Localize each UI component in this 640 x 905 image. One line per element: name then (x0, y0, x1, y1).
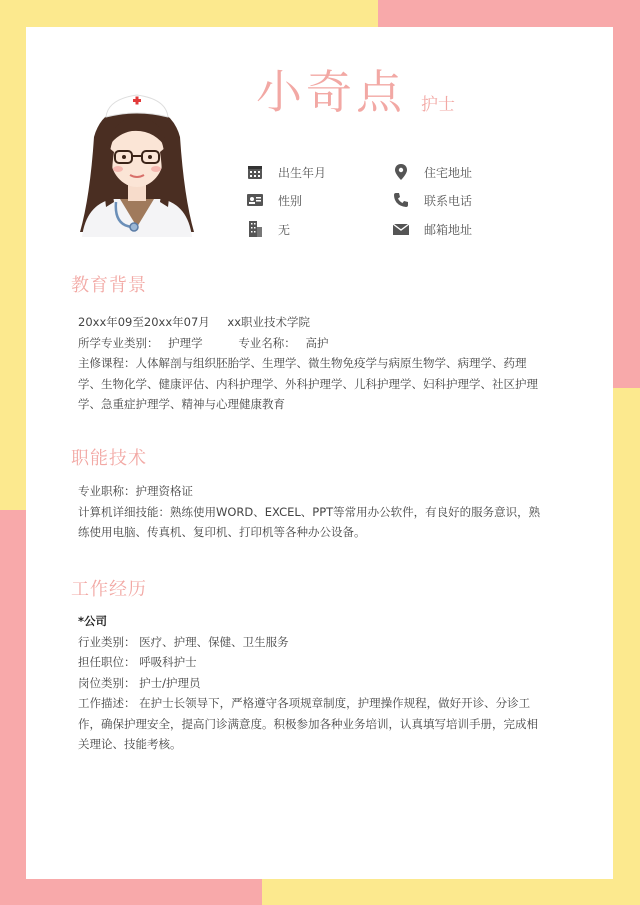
work-desc-3: 关理论、技能考核。 (78, 737, 182, 751)
work-job-type: 岗位类别： 护士/护理员 (78, 675, 201, 690)
work-desc-1: 工作描述： 在护士长领导下，严格遵守各项规章制度，护理操作规程，做好开诊、分诊工 (78, 696, 531, 710)
education-category-value: 护理学 (168, 335, 203, 350)
skills-line-2: 计算机详细技能：熟练使用WORD、EXCEL、PPT等常用办公软件，有良好的服务意识，熟 (78, 504, 541, 519)
education-courses-3: 学、急重症护理学、精神与心理健康教育 (78, 397, 285, 411)
info-none-label: 无 (278, 222, 291, 237)
applicant-position: 护士 (421, 95, 455, 115)
education-major-value: 高护 (305, 335, 329, 350)
work-industry: 行业类别： 医疗、护理、保健、卫生服务 (78, 634, 289, 649)
work-desc-2: 作，确保护理安全，提高门诊满意度。积极参加各种业务培训，认真填写培训手册，完成相 (78, 716, 538, 731)
info-email-label: 邮箱地址 (424, 222, 473, 237)
education-period: 20xx年09至20xx年07月 (78, 315, 210, 329)
info-phone (392, 190, 472, 210)
resume-paper (26, 27, 613, 879)
info-birth (246, 162, 326, 182)
info-email (392, 219, 472, 239)
info-none (246, 219, 290, 239)
work-title: 工作经历 (71, 579, 147, 600)
location-pin-icon (392, 163, 410, 181)
education-courses-2: 学、生物化学、健康评估、内科护理学、外科护理学、儿科护理学、妇科护理学、社区护理 (78, 376, 538, 391)
calendar-icon (246, 163, 264, 181)
info-gender-label: 性别 (278, 193, 303, 208)
id-card-icon (246, 191, 264, 209)
phone-icon (392, 191, 410, 209)
info-birth-label: 出生年月 (278, 165, 327, 180)
education-category-label: 所学专业类别： (78, 335, 159, 350)
education-period-line (78, 312, 568, 333)
mail-icon (392, 220, 410, 238)
skills-line-1: 专业职称：护理资格证 (78, 484, 193, 498)
work-company: *公司 (78, 614, 108, 628)
building-icon (246, 220, 264, 238)
nurse-avatar (72, 77, 202, 237)
education-title: 教育背景 (71, 275, 147, 296)
info-address-label: 住宅地址 (424, 165, 473, 180)
skills-title: 职能技术 (71, 448, 147, 469)
applicant-name: 小奇点 (256, 65, 406, 119)
skills-line-3: 练使用电脑、传真机、复印机、打印机等各种办公设备。 (78, 525, 366, 539)
education-major-line (78, 333, 568, 354)
education-major-label: 专业名称： (238, 335, 296, 350)
info-address (392, 162, 472, 182)
info-phone-label: 联系电话 (424, 193, 473, 208)
education-school: xx职业技术学院 (227, 315, 311, 329)
work-job-title: 担任职位： 呼吸科护士 (78, 655, 197, 669)
education-courses-1: 主修课程：人体解剖与组织胚胎学、生理学、微生物免疫学与病原生物学、病理学、药理 (78, 356, 527, 370)
info-gender (246, 190, 302, 210)
